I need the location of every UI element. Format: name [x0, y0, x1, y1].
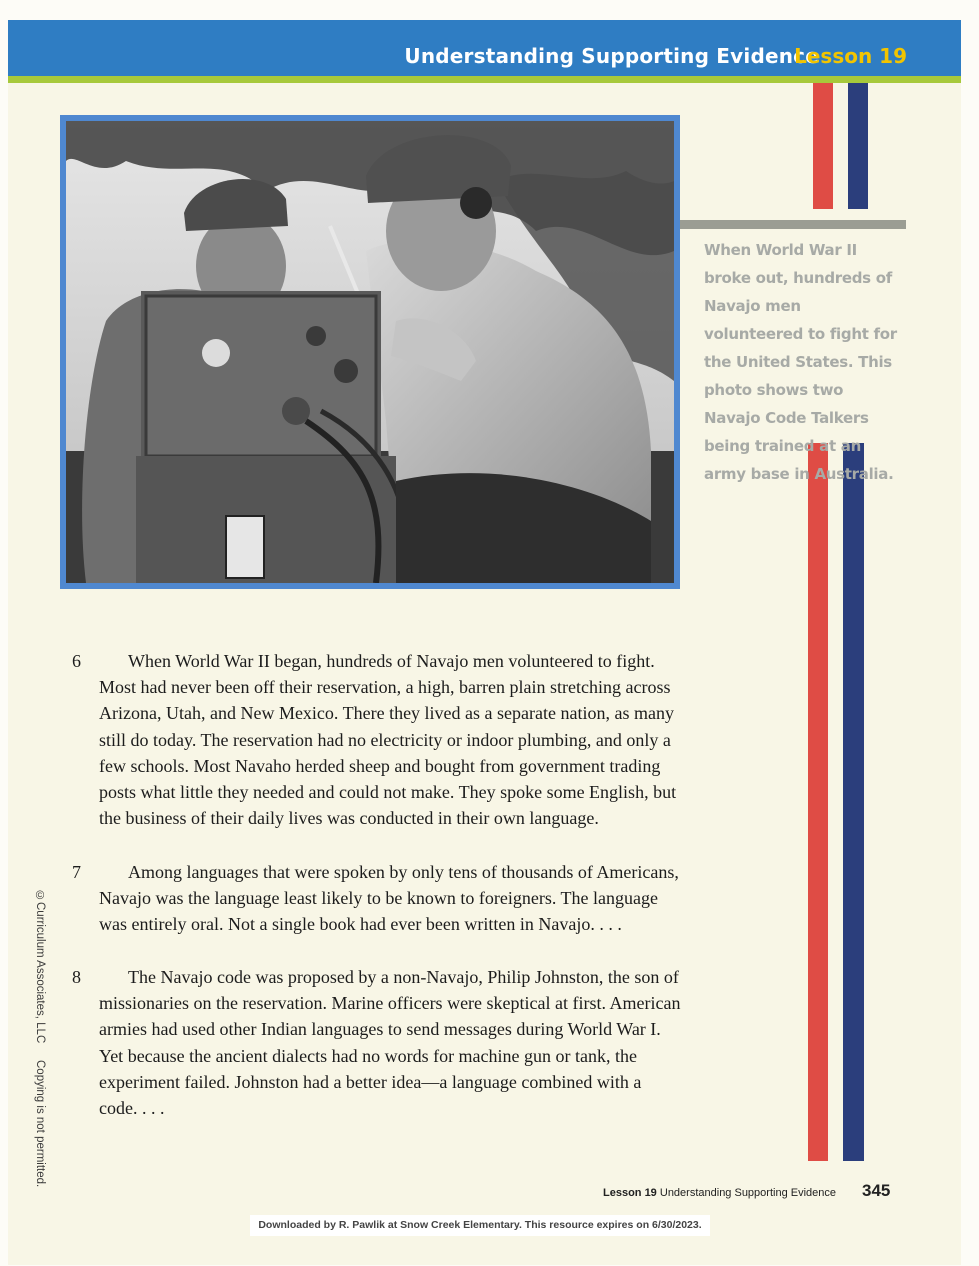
decorative-red-stripe-bottom [808, 443, 828, 1161]
caption-divider [680, 220, 906, 229]
paragraph-text: Among languages that were spoken by only tens of thousands of Americans, Navajo was the language least likely to be known to foreigners. The language was entirely oral. Not a single book had ever been written in Navajo. . . . [99, 862, 679, 935]
footer-lesson-label: Lesson 19 [603, 1187, 657, 1199]
paragraph-number: 8 [72, 967, 81, 987]
copyright-notice [34, 890, 46, 1188]
header-title: Understanding Supporting Evidence [404, 44, 819, 68]
page-number: 345 [862, 1181, 891, 1200]
header-lesson-label: Lesson 19 [794, 44, 907, 68]
copying-text: Copying is not permitted. [34, 1060, 46, 1188]
paragraph-number: 7 [72, 862, 81, 882]
code-talkers-photo [66, 121, 674, 583]
paragraph-text: When World War II began, hundreds of Navajo men volunteered to fight. Most had never been off their reservation, a high, barren plain stretching across Arizona, Utah, and New Mexico. There they lived as a separate nation, as many still do today. The reservation had no electricity or indoor plumbing, and only a few schools. Most Navaho herded sheep and bought from government trading posts what little they needed and could not make. They spoke some English, but the business of their daily lives was conducted in their own language. [99, 651, 677, 829]
header-accent-line [8, 76, 961, 83]
photo-caption: When World War II broke out, hundreds of Navajo men volunteered to fight for the United States. This photo shows two Navajo Code Talkers being trained at an army base in Australia. [704, 241, 897, 483]
photo-frame [60, 115, 680, 589]
footer-title: Understanding Supporting Evidence [659, 1187, 836, 1199]
paragraph-8 [72, 964, 682, 1121]
paragraph-number: 6 [72, 651, 81, 671]
paragraph-6 [72, 648, 682, 831]
copyright-text: ©Curriculum Associates, LLC [34, 890, 46, 1044]
decorative-blue-stripe-top [848, 83, 868, 209]
decorative-blue-stripe-bottom [843, 443, 864, 1161]
decorative-red-stripe-top [813, 83, 833, 209]
paragraph-7 [72, 859, 682, 938]
footer-lesson-title [603, 1187, 836, 1199]
paragraph-text: The Navajo code was proposed by a non-Navajo, Philip Johnston, the son of missionaries on the reservation. Marine officers were skeptical at first. American armies had used other Indian languages to send messages during World War I. Yet because the ancient dialects had no words for machine gun or tank, the experiment failed. Johnston had a better idea—a language combined with a code. . . . [99, 967, 681, 1119]
download-notice: Downloaded by R. Pawlik at Snow Creek Elementary. This resource expires on 6/30/2023. [250, 1215, 710, 1236]
